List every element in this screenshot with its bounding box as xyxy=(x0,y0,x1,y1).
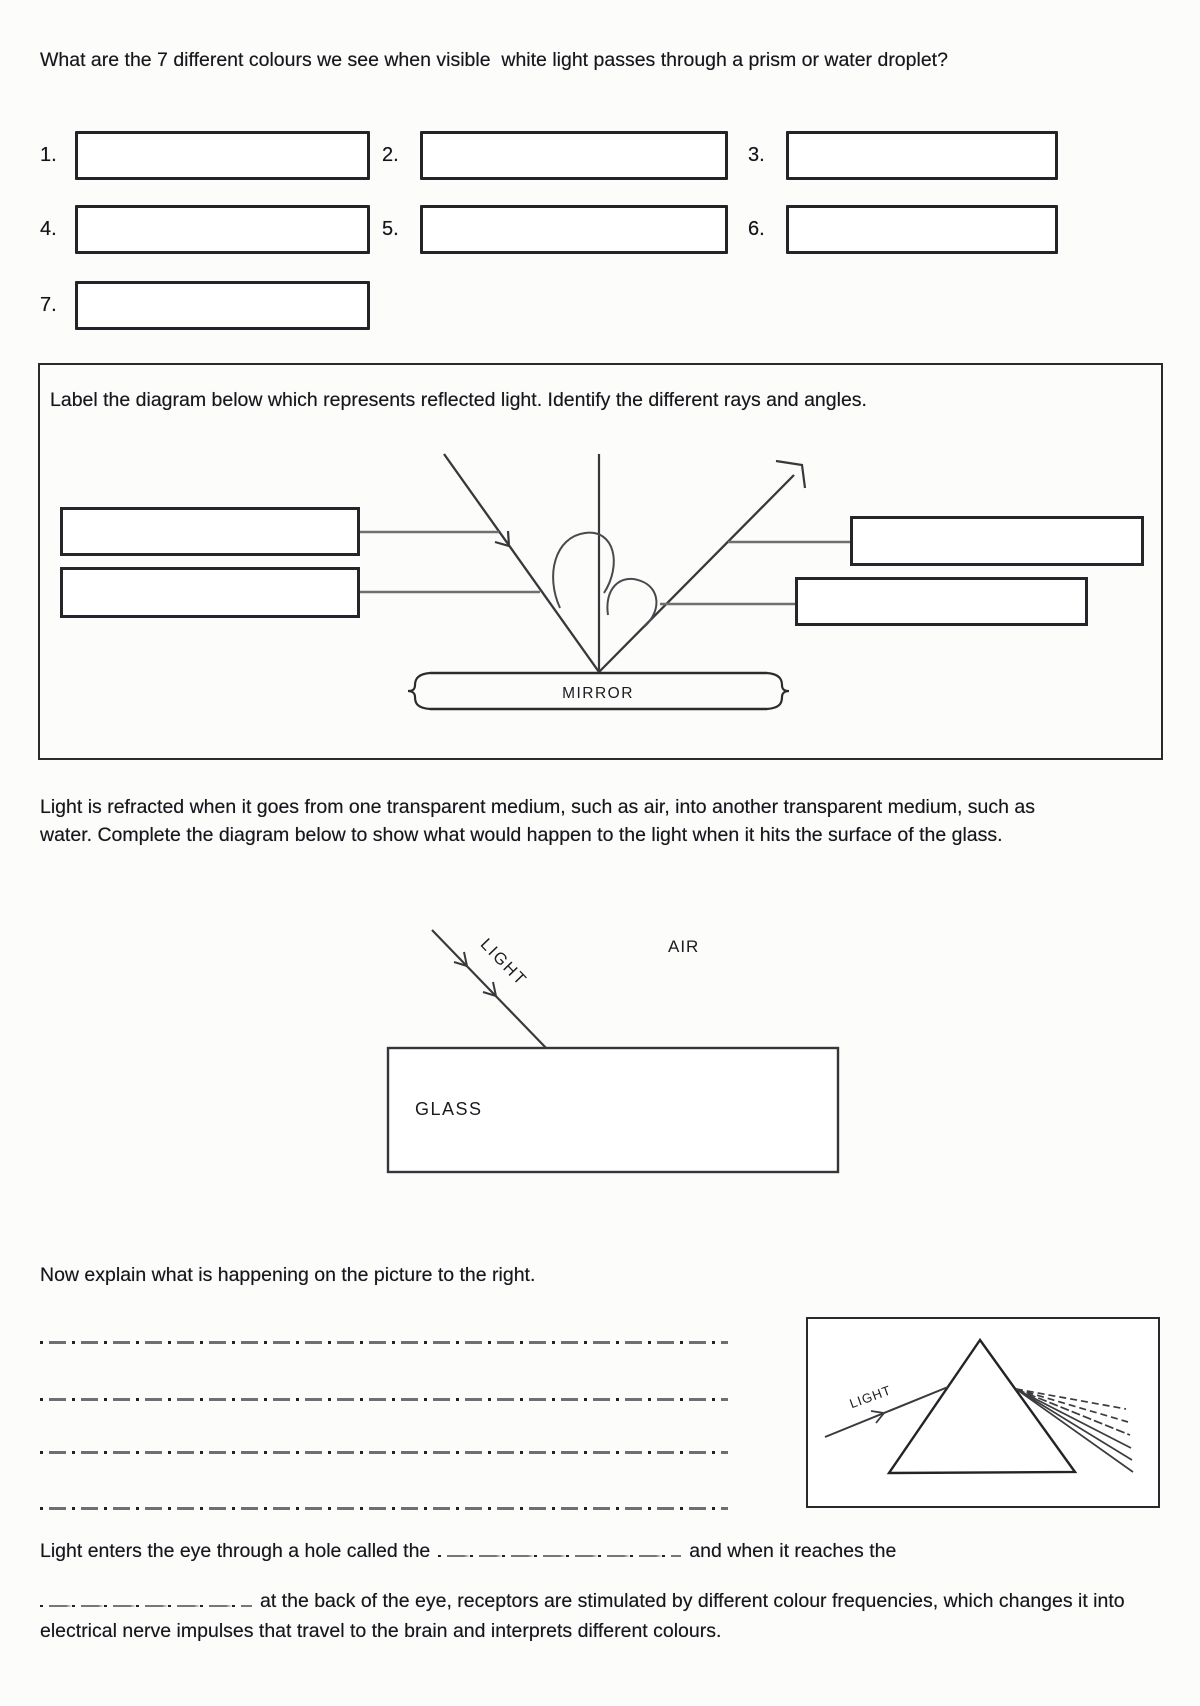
answer-box-4[interactable] xyxy=(75,205,370,254)
reflected-ray-arrowhead xyxy=(776,461,805,488)
eye-blank-retina[interactable] xyxy=(40,1592,252,1607)
answer-box-2[interactable] xyxy=(420,131,728,180)
prism-light-label: LIGHT xyxy=(847,1382,894,1412)
mirror-banner-left-brace xyxy=(408,673,430,709)
refraction-light-label: LIGHT xyxy=(476,935,531,990)
answer-number-7: 7. xyxy=(40,294,57,316)
answer-line-3[interactable] xyxy=(40,1451,728,1454)
answer-number-4: 4. xyxy=(40,218,57,240)
answer-box-5[interactable] xyxy=(420,205,728,254)
answer-line-1[interactable] xyxy=(40,1341,728,1344)
angle-of-incidence-arc xyxy=(553,533,614,608)
explain-prompt: Now explain what is happening on the picture to the right. xyxy=(40,1264,536,1286)
answer-box-1[interactable] xyxy=(75,131,370,180)
eye-sentence-rest xyxy=(40,1586,1165,1646)
answer-line-2[interactable] xyxy=(40,1398,728,1401)
reflected-ray-line xyxy=(599,475,794,672)
prism-picture-frame xyxy=(806,1317,1160,1508)
prism-diagram xyxy=(808,1319,1157,1505)
label-box-right-top[interactable] xyxy=(850,516,1144,566)
mirror-banner-right-brace xyxy=(767,673,789,709)
eye-sentence-line1 xyxy=(40,1538,1150,1564)
answer-box-6[interactable] xyxy=(786,205,1058,254)
refraction-intro: Light is refracted when it goes from one transparent medium, such as air, into another transparent medium, such as water. Complete the diagram below to show what would happen to the light when it hits the surface of the glass. xyxy=(40,796,1036,846)
answer-number-1: 1. xyxy=(40,144,57,166)
answer-number-2: 2. xyxy=(382,144,399,166)
prism-triangle xyxy=(889,1340,1075,1473)
refraction-diagram xyxy=(340,900,860,1190)
glass-label: GLASS xyxy=(415,1099,483,1119)
answer-number-5: 5. xyxy=(382,218,399,240)
label-box-left-bottom[interactable] xyxy=(60,567,360,618)
answer-line-4[interactable] xyxy=(40,1507,728,1510)
question-colours-prompt: What are the 7 different colours we see when visible white light passes through a prism or water droplet? xyxy=(40,49,948,71)
answer-box-3[interactable] xyxy=(786,131,1058,180)
answer-number-3: 3. xyxy=(748,144,765,166)
eye-text-part2: and when it reaches the xyxy=(689,1540,897,1562)
label-box-left-top[interactable] xyxy=(60,507,360,556)
eye-text-part1: Light enters the eye through a hole called the xyxy=(40,1540,431,1562)
air-label: AIR xyxy=(668,937,700,956)
mirror-label: MIRROR xyxy=(562,685,634,702)
incident-ray-line xyxy=(444,454,599,672)
reflection-panel xyxy=(38,363,1163,760)
answer-number-6: 6. xyxy=(748,218,765,240)
eye-text-part3: at the back of the eye, receptors are stimulated by different colour frequencies, which changes it into electrical nerve impulses that travel to the brain and interprets different colours. xyxy=(40,1590,1125,1642)
eye-blank-pupil[interactable] xyxy=(438,1542,681,1557)
answer-box-7[interactable] xyxy=(75,281,370,330)
reflection-instruction: Label the diagram below which represents reflected light. Identify the different rays and angles. xyxy=(50,389,867,411)
label-box-right-bottom[interactable] xyxy=(795,577,1088,626)
mirror-banner xyxy=(408,673,789,709)
